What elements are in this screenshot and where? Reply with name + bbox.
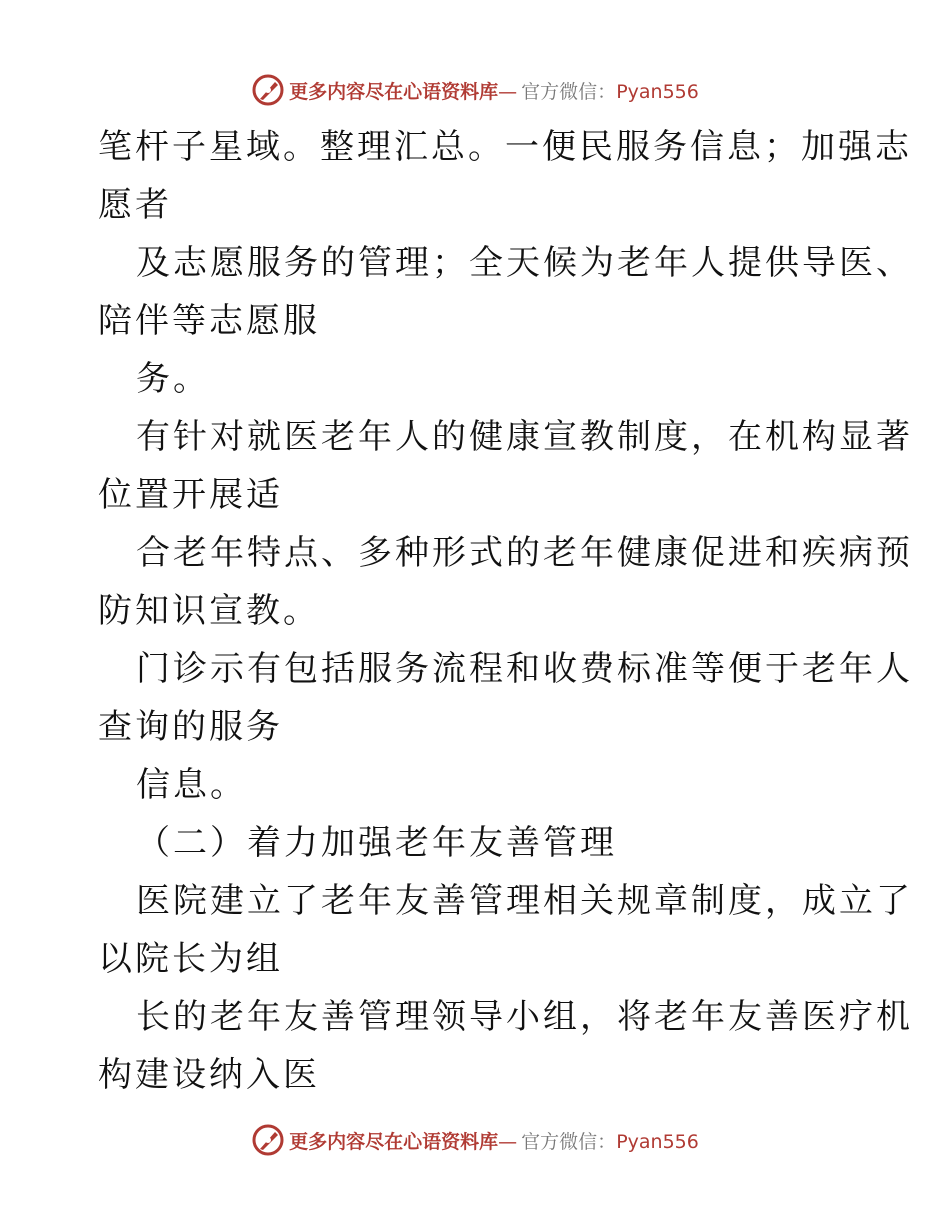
- body-line: 信息。: [136, 765, 247, 805]
- watermark-separator: —: [498, 1130, 518, 1153]
- watermark-text: [289, 1127, 699, 1154]
- body-line: 构建设纳入医: [98, 1055, 320, 1095]
- watermark-official-label: 官方微信：: [521, 1130, 617, 1153]
- watermark-wechat-id: Pyan556: [616, 1130, 699, 1153]
- body-line: 有针对就医老年人的健康宣教制度，在机构显著: [136, 417, 913, 457]
- watermark-text: [289, 77, 699, 104]
- body-line: 合老年特点、多种形式的老年健康促进和疾病预: [136, 533, 913, 573]
- watermark-separator: —: [498, 80, 518, 103]
- body-line: 长的老年友善管理领导小组，将老年友善医疗机: [136, 997, 913, 1037]
- body-line: 务。: [136, 359, 210, 399]
- body-line: 以院长为组: [98, 939, 283, 979]
- document-body: [98, 118, 913, 1104]
- body-line: 位置开展适: [98, 475, 283, 515]
- body-line: 查询的服务: [98, 707, 283, 747]
- watermark-brand: 更多内容尽在心语资料库: [289, 1130, 499, 1153]
- header-watermark: [0, 70, 950, 110]
- footer-watermark: [0, 1120, 950, 1160]
- watermark-official-label: 官方微信：: [521, 80, 617, 103]
- body-line: 门诊示有包括服务流程和收费标准等便于老年人: [136, 649, 913, 689]
- body-line: 防知识宣教。: [98, 591, 320, 631]
- body-line: 愿者: [98, 185, 172, 225]
- body-line: 医院建立了老年友善管理相关规章制度，成立了: [136, 881, 913, 921]
- watermark-wechat-id: Pyan556: [616, 80, 699, 103]
- body-line: 陪伴等志愿服: [98, 301, 320, 341]
- feather-pen-logo-icon: [251, 1123, 285, 1157]
- feather-pen-logo-icon: [251, 73, 285, 107]
- section-heading: （二）着力加强老年友善管理: [136, 823, 617, 863]
- body-line: 笔杆子星域。整理汇总。一便民服务信息；加强志: [98, 127, 912, 167]
- watermark-brand: 更多内容尽在心语资料库: [289, 80, 499, 103]
- body-line: 及志愿服务的管理；全天候为老年人提供导医、: [136, 243, 913, 283]
